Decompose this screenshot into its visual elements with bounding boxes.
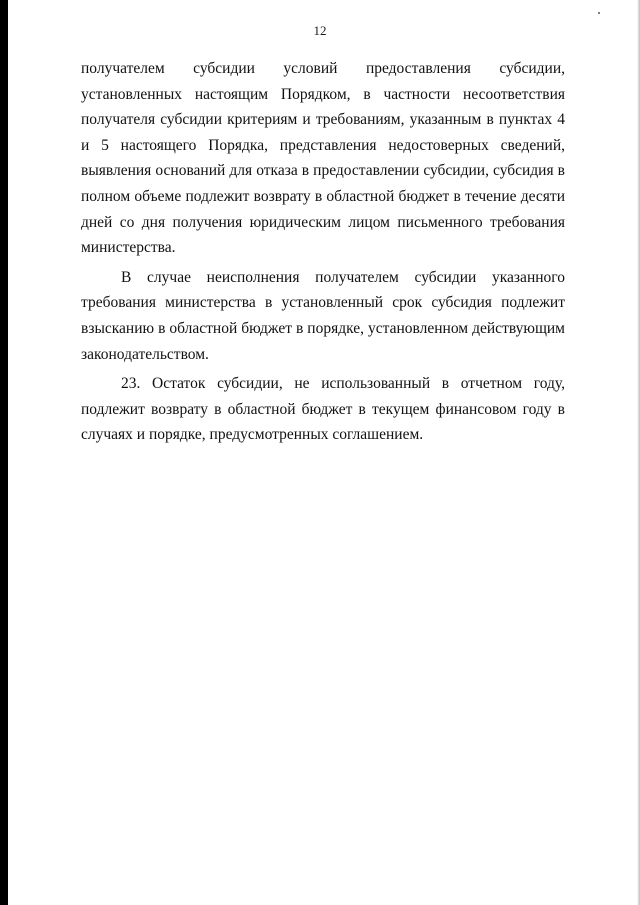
- paragraph-clause-23: 23. Остаток субсидии, не использованный в отчетном году, подлежит возврату в областной бюджет в текущем финансовом году в случаях и порядке, предусмотренных соглашением.: [81, 375, 565, 444]
- page-number: 12: [313, 23, 327, 38]
- paragraph-continuation: получателем субсидии условий предоставления субсидии, установленных настоящим Порядком, в частности несоответствия получателя субсидии критериям и требованиям, указанным в пунктах 4 и 5 настоящего Порядка, представления недостоверных сведений, выявления оснований для отказа в предоставлении субсидии, субсидия в полном объеме подлежит возврату в областной бюджет в течение десяти дней со дня получения юридическим лицом письменного требования министерства.: [81, 60, 565, 257]
- scan-speck: [598, 12, 600, 14]
- paragraph-nonperformance: В случае неисполнения получателем субсидии указанного требования министерства в установленный срок субсидия подлежит взысканию в областной бюджет в порядке, установленном действующим законодательством.: [81, 268, 565, 363]
- document-body: [81, 56, 565, 452]
- scan-edge-left: [0, 0, 8, 905]
